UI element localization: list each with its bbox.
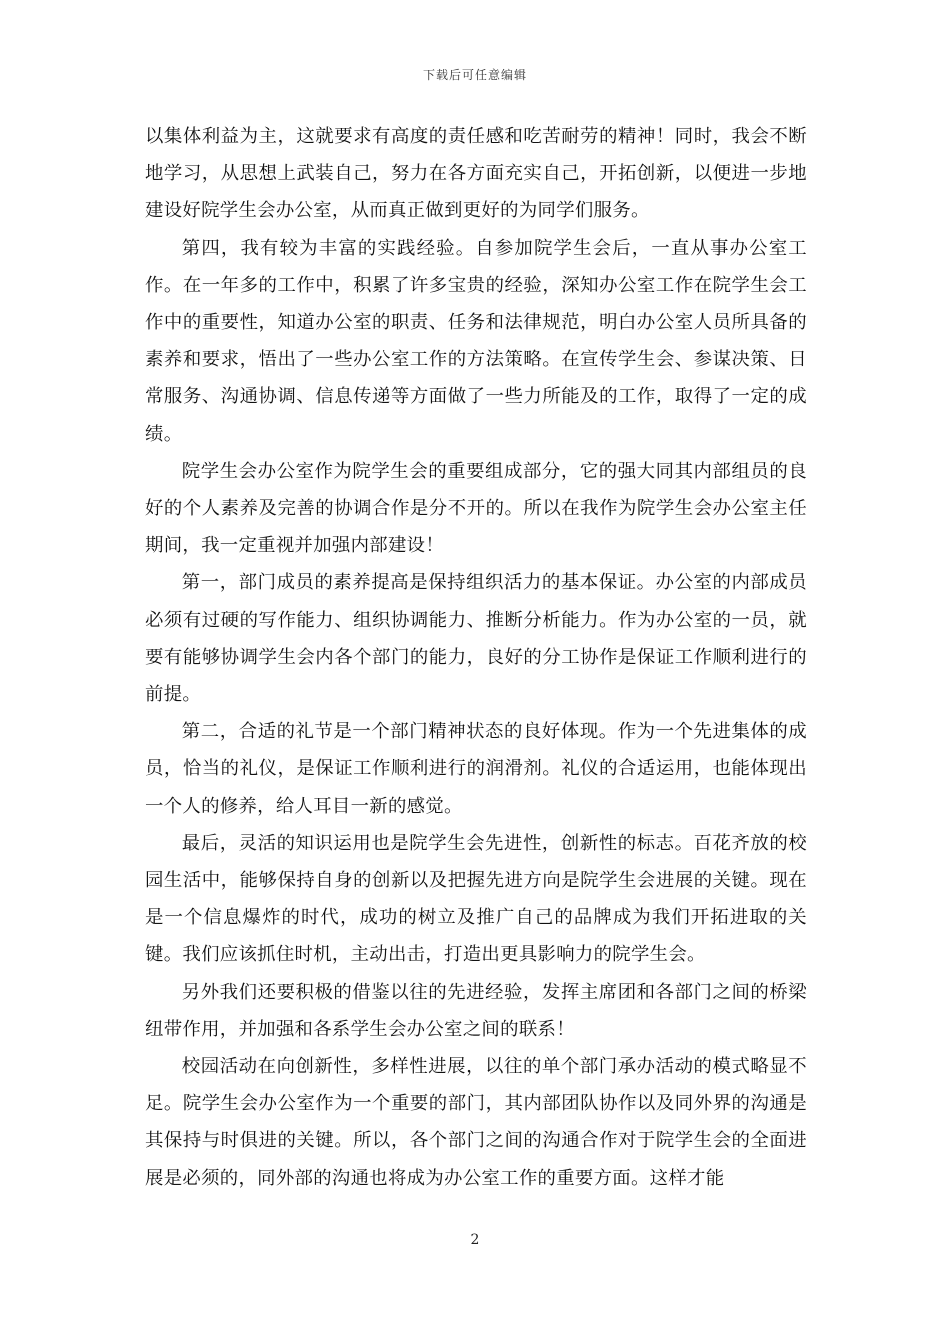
page-number: 2 bbox=[470, 1232, 480, 1248]
paragraph-6: 最后，灵活的知识运用也是院学生会先进性，创新性的标志。百花齐放的校园生活中，能够保持自身的创新以及把握先进方向是院学生会进展的关键。现在是一个信息爆炸的时代，成功的树立及推广自己的品牌成为我们开拓进取的关键。我们应该抓住时机，主动出击，打造出更具影响力的院学生会。 bbox=[145, 832, 807, 966]
paragraph-5: 第二，合适的礼节是一个部门精神状态的良好体现。作为一个先进集体的成员，恰当的礼仪，是保证工作顺利进行的润滑剂。礼仪的合适运用，也能体现出一个人的修养，给人耳目一新的感觉。 bbox=[145, 721, 807, 817]
document-body bbox=[145, 118, 807, 1197]
header-note: 下载后可任意编辑 bbox=[422, 68, 527, 82]
paragraph-7: 另外我们还要积极的借鉴以往的先进经验，发挥主席团和各部门之间的桥梁纽带作用，并加强和各系学生会办公室之间的联系！ bbox=[145, 981, 807, 1040]
paragraph-8: 校园活动在向创新性，多样性进展，以往的单个部门承办活动的模式略显不足。院学生会办公室作为一个重要的部门，其内部团队协作以及同外界的沟通是其保持与时俱进的关键。所以，各个部门之间的沟通合作对于院学生会的全面进展是必须的，同外部的沟通也将成为办公室工作的重要方面。这样才能 bbox=[145, 1056, 807, 1189]
paragraph-4: 第一，部门成员的素养提高是保持组织活力的基本保证。办公室的内部成员必须有过硬的写作能力、组织协调能力、推断分析能力。作为办公室的一员，就要有能够协调学生会内各个部门的能力，良好的分工协作是保证工作顺利进行的前提。 bbox=[145, 572, 807, 706]
paragraph-3: 院学生会办公室作为院学生会的重要组成部分，它的强大同其内部组员的良好的个人素养及完善的协调合作是分不开的。所以在我作为院学生会办公室主任期间，我一定重视并加强内部建设！ bbox=[145, 460, 807, 557]
paragraph-1: 以集体利益为主，这就要求有高度的责任感和吃苦耐劳的精神！同时，我会不断地学习，从思想上武装自己，努力在各方面充实自己，开拓创新，以便进一步地建设好院学生会办公室，从而真正做到更好的为同学们服务。 bbox=[145, 126, 807, 222]
paragraph-2: 第四，我有较为丰富的实践经验。自参加院学生会后，一直从事办公室工作。在一年多的工作中，积累了许多宝贵的经验，深知办公室工作在院学生会工作中的重要性，知道办公室的职责、任务和法律规范，明白办公室人员所具备的素养和要求，悟出了一些办公室工作的方法策略。在宣传学生会、参谋决策、日常服务、沟通协调、信息传递等方面做了一些力所能及的工作，取得了一定的成绩。 bbox=[145, 237, 807, 445]
